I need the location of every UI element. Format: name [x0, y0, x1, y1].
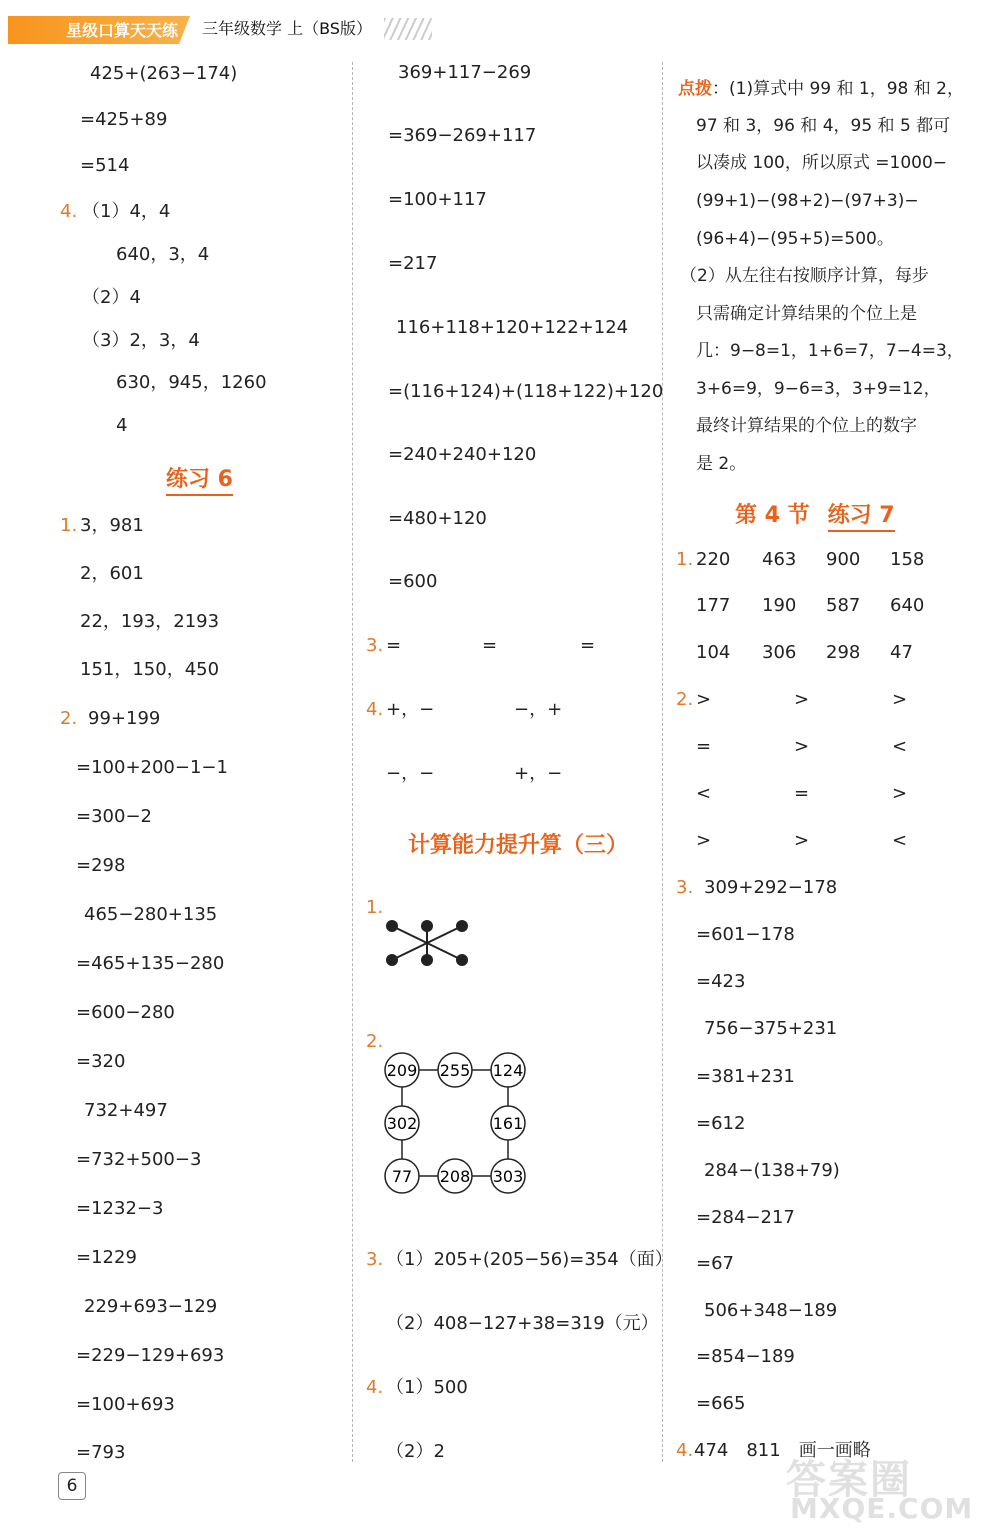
answer-line: 229+693−129: [84, 1296, 218, 1317]
grid-cell: <: [696, 783, 712, 804]
answer-line: =665: [696, 1393, 746, 1414]
tip-line: (96+4)−(95+5)=500。: [696, 229, 894, 249]
answer-line: =100+117: [388, 189, 487, 210]
circle-node: [491, 1159, 525, 1193]
grid-cell: 158: [890, 549, 925, 570]
circle-node: [385, 1106, 419, 1140]
node-value: 303: [492, 1167, 524, 1186]
tip-line: 3+6=9，9−6=3，3+9=12，: [696, 379, 941, 399]
answer-symbol: =: [580, 635, 596, 656]
tip-line: 几：9−8=1，1+6=7，7−4=3，: [696, 341, 964, 361]
answer-line: 630，945，1260: [116, 372, 267, 393]
circle-node: [438, 1159, 472, 1193]
circle-node: [385, 1053, 419, 1087]
answer-symbol: =: [482, 635, 498, 656]
answer-line: 284−(138+79): [704, 1160, 840, 1181]
question-number: 4.: [366, 1377, 384, 1398]
answer-line: =514: [80, 155, 130, 176]
question-number: 4.: [676, 1440, 694, 1461]
answer-line: =369−269+117: [388, 125, 537, 146]
answer-line: =(116+124)+(118+122)+120: [388, 381, 664, 402]
question-number: 2.: [60, 708, 78, 729]
question-number: 1.: [676, 549, 694, 570]
circle-node: [438, 1053, 472, 1087]
section-title-part: 练习 7: [828, 503, 895, 532]
diagram-dot: [386, 954, 398, 966]
decorative-stripes: [384, 18, 432, 40]
answer-line: 474 811 画一画略: [694, 1440, 871, 1461]
section-title-text: 练习 6: [166, 467, 233, 496]
grid-cell: 463: [762, 549, 797, 570]
page-header: [0, 0, 998, 48]
tip-label: 点拨: [678, 79, 712, 99]
answer-line: 640，3，4: [116, 244, 210, 265]
answer-line: =600−280: [76, 1002, 175, 1023]
tip-line: 最终计算结果的个位上的数字: [696, 416, 917, 436]
section-title: [166, 466, 233, 494]
section-title-part: 第 4 节: [735, 503, 810, 528]
answer-line: （1）205+(205−56)=354（面）: [386, 1249, 673, 1270]
answer-line: 3，981: [80, 515, 144, 536]
answer-line: =100+693: [76, 1394, 175, 1415]
subject-title: 三年级数学 上（BS版）: [202, 19, 372, 38]
brand-title: 星级口算天天练: [66, 21, 179, 40]
grid-cell: 298: [826, 642, 861, 663]
tip-text: ：(1)算式中 99 和 1，98 和 2，: [712, 79, 964, 99]
answer-line: =465+135−280: [76, 953, 225, 974]
node-value: 77: [391, 1167, 413, 1186]
node-value: 161: [492, 1114, 524, 1133]
node-value: 124: [492, 1061, 524, 1080]
tip-line: (99+1)−(98+2)−(97+3)−: [696, 191, 919, 211]
answer-line: =229−129+693: [76, 1345, 225, 1366]
circle-node: [385, 1159, 419, 1193]
answer-line: 99+199: [88, 708, 161, 729]
answer-line: 22，193，2193: [80, 611, 220, 632]
grid-cell: 587: [826, 595, 861, 616]
question-number: 4.: [60, 201, 78, 222]
answer-line: 506+348−189: [704, 1300, 838, 1321]
answer-symbol: +，−: [386, 699, 435, 720]
diagram-dot: [456, 920, 468, 932]
answer-line: =612: [696, 1113, 746, 1134]
diagram-dot: [456, 954, 468, 966]
tip-line: （2）从左往右按顺序计算，每步: [680, 266, 929, 286]
answer-line: =320: [76, 1051, 126, 1072]
grid-cell: =: [696, 736, 712, 757]
column-divider-1: [352, 62, 353, 1462]
answer-symbol: +，−: [514, 763, 563, 784]
grid-cell: 47: [890, 642, 913, 663]
answer-symbol: =: [386, 635, 402, 656]
answer-line: =601−178: [696, 924, 795, 945]
dot-line-diagram: [378, 888, 478, 972]
answer-line: =854−189: [696, 1346, 795, 1367]
grid-cell: >: [892, 783, 908, 804]
node-value: 302: [386, 1114, 418, 1133]
tip-line: 以凑成 100，所以原式 =1000−: [696, 153, 948, 173]
answer-line: （3）2，3，4: [82, 330, 200, 351]
answer-line: 465−280+135: [84, 904, 218, 925]
answer-line: 732+497: [84, 1100, 168, 1121]
answer-line: =425+89: [80, 109, 168, 130]
answer-line: =1232−3: [76, 1198, 164, 1219]
answer-line: =793: [76, 1442, 126, 1463]
question-number: 2.: [366, 1031, 384, 1052]
grid-cell: >: [696, 689, 712, 710]
answer-line: =1229: [76, 1247, 137, 1268]
answer-line: 425+(263−174): [90, 63, 238, 84]
answer-line: （2）2: [386, 1441, 445, 1462]
answer-line: 756−375+231: [704, 1018, 838, 1039]
answer-line: =67: [696, 1253, 734, 1274]
grid-cell: 190: [762, 595, 797, 616]
grid-cell: 177: [696, 595, 731, 616]
answer-line: =300−2: [76, 806, 152, 827]
answer-line: =284−217: [696, 1207, 795, 1228]
grid-cell: >: [892, 689, 908, 710]
answer-line: 309+292−178: [704, 877, 838, 898]
grid-cell: >: [696, 830, 712, 851]
answer-line: =217: [388, 253, 438, 274]
diagram-dot: [421, 954, 433, 966]
answer-line: （1）4，4: [82, 201, 171, 222]
answer-line: （2）408−127+38=319（元）: [386, 1313, 659, 1334]
answer-line: 369+117−269: [398, 62, 532, 83]
answer-symbol: −，+: [514, 699, 563, 720]
answer-line: =423: [696, 971, 746, 992]
answer-line: =381+231: [696, 1066, 795, 1087]
grid-cell: >: [794, 689, 810, 710]
answer-line: （1）500: [386, 1377, 468, 1398]
grid-cell: >: [794, 736, 810, 757]
answer-line: 2，601: [80, 563, 144, 584]
grid-cell: 220: [696, 549, 731, 570]
question-number: 1.: [60, 515, 78, 536]
grid-cell: 104: [696, 642, 731, 663]
answer-line: =732+500−3: [76, 1149, 202, 1170]
tip-line: 只需确定计算结果的个位上是: [696, 304, 917, 324]
section-title: [735, 502, 895, 530]
tip-line: [678, 77, 964, 101]
node-value: 255: [439, 1061, 471, 1080]
circle-node: [491, 1053, 525, 1087]
answer-line: 116+118+120+122+124: [396, 317, 629, 338]
tip-line: 是 2。: [696, 454, 747, 474]
grid-cell: 900: [826, 549, 861, 570]
answer-line: =240+240+120: [388, 444, 537, 465]
node-value: 208: [439, 1167, 471, 1186]
grid-cell: <: [892, 830, 908, 851]
node-value: 209: [386, 1061, 418, 1080]
grid-cell: 640: [890, 595, 925, 616]
answer-line: 151，150，450: [80, 659, 220, 680]
question-number: 3.: [366, 1249, 384, 1270]
answer-line: 4: [116, 415, 128, 436]
grid-cell: 306: [762, 642, 797, 663]
answer-line: （2）4: [82, 287, 141, 308]
watermark-logo: 答案圈: [786, 1457, 912, 1503]
grid-cell: >: [794, 830, 810, 851]
grid-cell: =: [794, 783, 810, 804]
diagram-dot: [386, 920, 398, 932]
answer-line: =298: [76, 855, 126, 876]
section-title: 计算能力提升算（三）: [408, 833, 629, 858]
question-number: 3.: [676, 877, 694, 898]
question-number: 1.: [366, 897, 384, 918]
question-number: 2.: [676, 689, 694, 710]
page-number: 6: [58, 1472, 86, 1500]
question-number: 4.: [366, 699, 384, 720]
answer-line: =480+120: [388, 508, 487, 529]
circle-square-diagram: [380, 1048, 530, 1198]
question-number: 3.: [366, 635, 384, 656]
watermark-url: MXQE.COM: [790, 1492, 974, 1525]
circle-node: [491, 1106, 525, 1140]
grid-cell: <: [892, 736, 908, 757]
diagram-dot: [421, 920, 433, 932]
answer-line: =100+200−1−1: [76, 757, 228, 778]
tip-line: 97 和 3，96 和 4，95 和 5 都可: [696, 116, 951, 136]
answer-line: =600: [388, 571, 438, 592]
answer-symbol: −，−: [386, 763, 435, 784]
